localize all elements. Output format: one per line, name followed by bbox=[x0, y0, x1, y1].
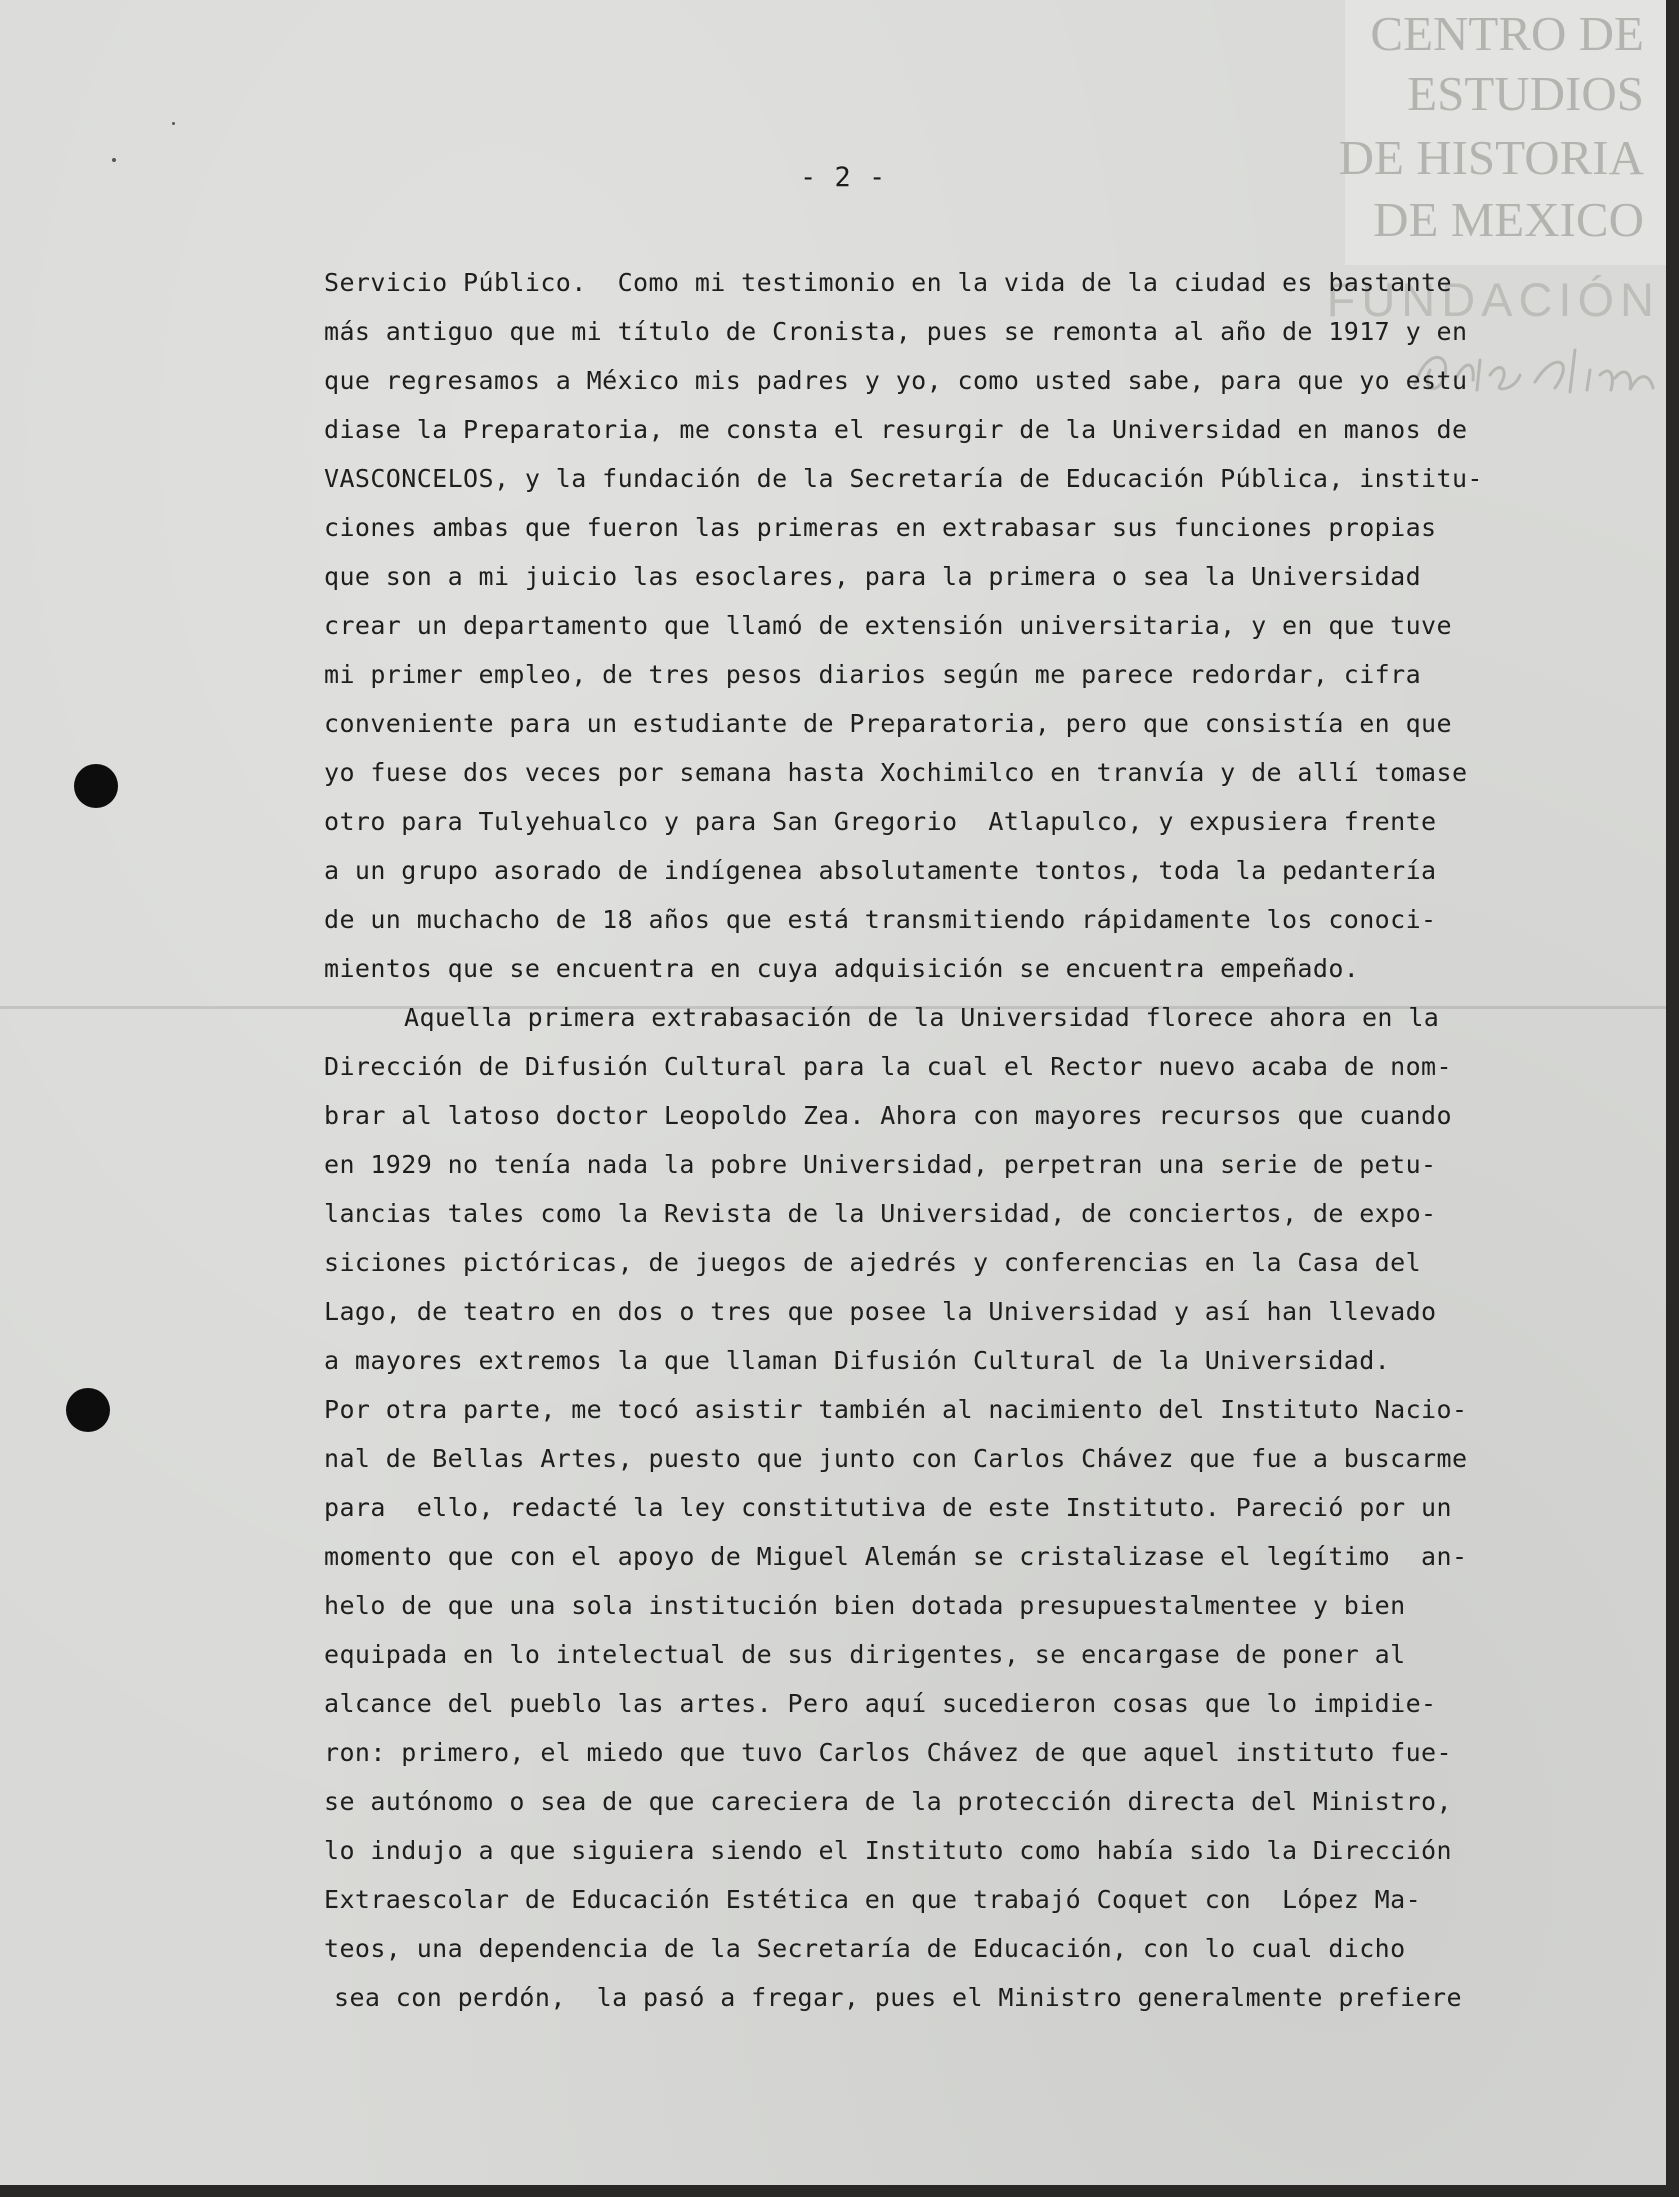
text-line: Lago, de teatro en dos o tres que posee la Universidad y así han llevado bbox=[324, 1297, 1437, 1326]
text-line: Dirección de Difusión Cultural para la cual el Rector nuevo acaba de nom- bbox=[324, 1052, 1452, 1081]
text-line: mi primer empleo, de tres pesos diarios según me parece redordar, cifra bbox=[324, 660, 1422, 689]
text-line: alcance del pueblo las artes. Pero aquí sucedieron cosas que lo impidie- bbox=[324, 1689, 1437, 1718]
text-line: conveniente para un estudiante de Preparatoria, pero que consistía en que bbox=[324, 709, 1452, 738]
text-line: que regresamos a México mis padres y yo, como usted sabe, para que yo estu bbox=[324, 366, 1468, 395]
typed-letter-body bbox=[324, 258, 1564, 2022]
page-number: - 2 - bbox=[800, 162, 887, 193]
text-line: ron: primero, el miedo que tuvo Carlos Chávez de que aquel instituto fue- bbox=[324, 1738, 1452, 1767]
text-line: crear un departamento que llamó de extensión universitaria, y en que tuve bbox=[324, 611, 1452, 640]
text-line: siciones pictóricas, de juegos de ajedrés y conferencias en la Casa del bbox=[324, 1248, 1422, 1277]
text-line: que son a mi juicio las esoclares, para la primera o sea la Universidad bbox=[324, 562, 1422, 591]
text-line: yo fuese dos veces por semana hasta Xochimilco en tranvía y de allí tomase bbox=[324, 758, 1468, 787]
paper-speck bbox=[112, 158, 116, 162]
text-line: sea con perdón, la pasó a fregar, pues el Ministro generalmente prefiere bbox=[334, 1983, 1462, 2012]
text-line: lo indujo a que siguiera siendo el Instituto como había sido la Dirección bbox=[324, 1836, 1452, 1865]
archive-watermark bbox=[1338, 0, 1666, 265]
text-line: a mayores extremos la que llaman Difusión Cultural de la Universidad. bbox=[324, 1346, 1391, 1375]
text-line: más antiguo que mi título de Cronista, pues se remonta al año de 1917 y en bbox=[324, 317, 1468, 346]
text-line: mientos que se encuentra en cuya adquisición se encuentra empeñado. bbox=[324, 954, 1360, 983]
text-line: otro para Tulyehualco y para San Gregorio Atlapulco, y expusiera frente bbox=[324, 807, 1437, 836]
text-line: se autónomo o sea de que careciera de la protección directa del Ministro, bbox=[324, 1787, 1452, 1816]
paper-speck bbox=[172, 122, 175, 125]
text-line: en 1929 no tenía nada la pobre Universidad, perpetran una serie de petu- bbox=[324, 1150, 1437, 1179]
text-line: teos, una dependencia de la Secretaría de Educación, con lo cual dicho bbox=[324, 1934, 1406, 1963]
text-line: Extraescolar de Educación Estética en que trabajó Coquet con López Ma- bbox=[324, 1885, 1422, 1914]
text-line: VASCONCELOS, y la fundación de la Secretaría de Educación Pública, institu- bbox=[324, 464, 1483, 493]
text-line: a un grupo asorado de indígenea absolutamente tontos, toda la pedantería bbox=[324, 856, 1437, 885]
text-line: equipada en lo intelectual de sus dirigentes, se encargase de poner al bbox=[324, 1640, 1406, 1669]
text-line: helo de que una sola institución bien dotada presupuestalmentee y bien bbox=[324, 1591, 1406, 1620]
watermark-line-3: DE HISTORIA bbox=[1338, 130, 1644, 185]
text-line: diase la Preparatoria, me consta el resurgir de la Universidad en manos de bbox=[324, 415, 1468, 444]
text-line: Servicio Público. Como mi testimonio en la vida de la ciudad es bastante bbox=[324, 268, 1452, 297]
punch-hole-top bbox=[74, 764, 118, 808]
text-line-paragraph-start: Aquella primera extrabasación de la Universidad florece ahora en la bbox=[404, 1003, 1440, 1032]
watermark-foundation: FUNDACIÓN bbox=[1326, 273, 1660, 326]
text-line: ciones ambas que fueron las primeras en extrabasar sus funciones propias bbox=[324, 513, 1437, 542]
text-line: lancias tales como la Revista de la Universidad, de conciertos, de expo- bbox=[324, 1199, 1437, 1228]
watermark-line-4: DE MEXICO bbox=[1373, 192, 1644, 247]
text-line: momento que con el apoyo de Miguel Alemán se cristalizase el legítimo an- bbox=[324, 1542, 1468, 1571]
punch-hole-bottom bbox=[66, 1388, 110, 1432]
text-line: Por otra parte, me tocó asistir también al nacimiento del Instituto Nacio- bbox=[324, 1395, 1468, 1424]
watermark-line-2: ESTUDIOS bbox=[1407, 66, 1644, 121]
text-line: de un muchacho de 18 años que está transmitiendo rápidamente los conoci- bbox=[324, 905, 1437, 934]
text-line: para ello, redacté la ley constitutiva de este Instituto. Pareció por un bbox=[324, 1493, 1452, 1522]
text-line: brar al latoso doctor Leopoldo Zea. Ahora con mayores recursos que cuando bbox=[324, 1101, 1452, 1130]
text-line: nal de Bellas Artes, puesto que junto con Carlos Chávez que fue a buscarme bbox=[324, 1444, 1468, 1473]
watermark-line-1: CENTRO DE bbox=[1370, 6, 1644, 61]
